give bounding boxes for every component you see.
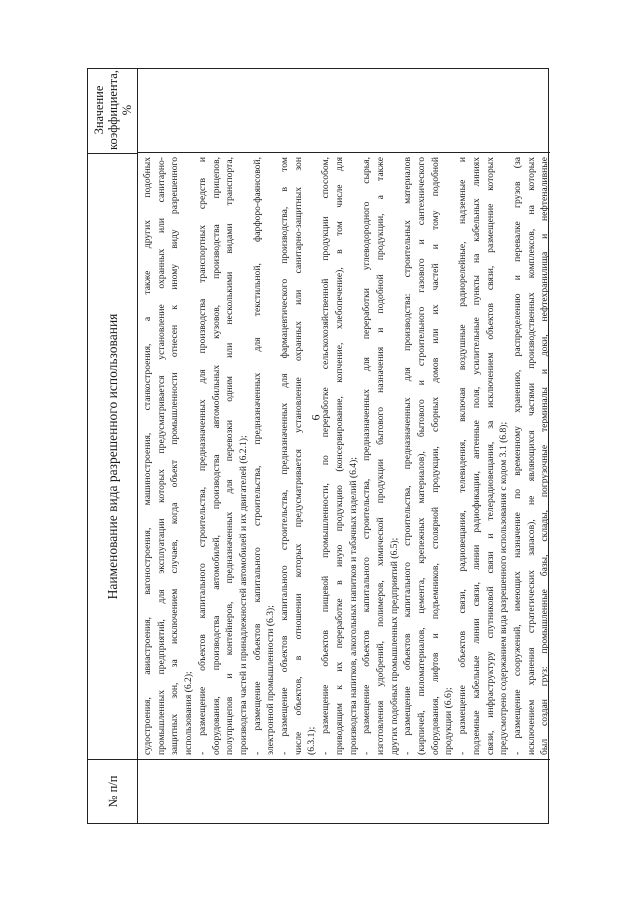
description-line: - размещение объектов связи, радиовещания, телевидения, включая воздушные радиорелейные, надземные и: [457, 157, 469, 755]
description-line: подземные кабельные линии связи, линии радиофикации, антенные поля, усилительные пункты на кабельных линиях: [470, 157, 482, 755]
description-line: производства частей и принадлежностей автомобилей и их двигателей (6.2.1);: [237, 435, 249, 755]
header-coefficient: Значение коэффициента, %: [92, 70, 134, 150]
description-line: изготовления удобрений, полимеров, химической продукции бытового назначения и подобной продукции, а также: [374, 157, 386, 755]
description-line: предусмотрено содержанием вида разрешенного использования с кодом 3.1 (6.8);: [498, 421, 510, 755]
description-line: был создан груз: промышленные базы, склады, погрузочные терминалы и доки, нефтехранилища и нефтеналивные: [539, 157, 551, 755]
description-line: (кирпичей, пиломатериалов, цемента, крепежных материалов), бытового и строительного газового и сантехнического: [416, 157, 428, 755]
description-line: - размещение объектов пищевой промышленности, по переработке сельскохозяйственной продукции способом,: [320, 157, 332, 755]
description-line: - размещение объектов капитального строительства, предназначенных для фармацевтического производства, в том: [279, 157, 291, 755]
row-number-cell: [138, 759, 550, 823]
description-line: оборудования, производства автомобилей, производства автомобильных кузовов, производства прицепов,: [210, 157, 222, 755]
permitted-use-table: [87, 68, 549, 824]
table-row: [138, 69, 550, 823]
description-line: полуприцепов и контейнеров, предназначенных для перевозки одним или несколькими видами транспорта,: [224, 157, 236, 755]
description-line: использования (6.2);: [183, 671, 195, 755]
description-line: производства напитков, алкогольных напитков и табачных изделий (6.4);: [347, 457, 359, 755]
page-number: 6: [308, 414, 323, 421]
description-line: связи, инфраструктуру спутниковой связи и телерадиовещания, за исключением объектов связи, размещение которых: [484, 157, 496, 755]
row-description-cell: [138, 153, 550, 759]
description-line: исключением хранения стратегических запасов), не являющихся частями производственных комплексов, на которых: [525, 157, 537, 755]
header-use-name: Наименование вида разрешенного использования: [88, 153, 138, 759]
description-line: судостроения, авиастроения, вагоностроения, машиностроения, станкостроения, а также других подобных: [142, 157, 153, 755]
description-line: - размещение объектов капитального строительства, предназначенных для производства транспортных средств и: [196, 157, 208, 755]
description-line: - размещение объектов капитального строительства, предназначенных для текстильной, фарфоро-фаянсовой,: [251, 157, 263, 755]
description-line: - размещение объектов капитального строительства, предназначенных для производства: строительных материалов: [402, 157, 414, 755]
description-line: приводящим к их переработке в иную продукцию (консервирование, копчение, хлебопечение), в том числе для: [333, 157, 345, 755]
table-header: [88, 69, 138, 823]
description-line: электронной промышленности (6.3);: [265, 605, 277, 755]
description-line: - размещение объектов капитального строительства, предназначенных для переработки углеводородного сырья,: [361, 157, 373, 755]
rotated-page-area: [87, 68, 549, 824]
description-line: промышленных предприятий, для эксплуатации которых предусматривается установление охранных или санитарно-: [155, 157, 167, 755]
description-line: (6.3.1);: [306, 726, 318, 755]
row-coefficient-cell: [138, 67, 550, 153]
description-line: оборудования, лифтов и подъемников, столярной продукции, сборных домов или их частей и тому подобной: [429, 157, 441, 755]
description-line: числе объектов, в отношении которых предусматривается установление охранных или санитарно-защитных зон: [292, 157, 304, 755]
description-line: защитных зон, за исключением случаев, когда объект промышленности отнесен к иному виду разрешенного: [169, 157, 181, 755]
header-number: № п/п: [88, 759, 138, 823]
description-line: продукции (6.6);: [443, 687, 455, 755]
description-line: других подобных промышленных предприятий (6.5);: [388, 537, 400, 755]
description-line: - размещение сооружений, имеющих назначение по временному хранению, распределению и перевалке грузов (за: [511, 157, 523, 755]
